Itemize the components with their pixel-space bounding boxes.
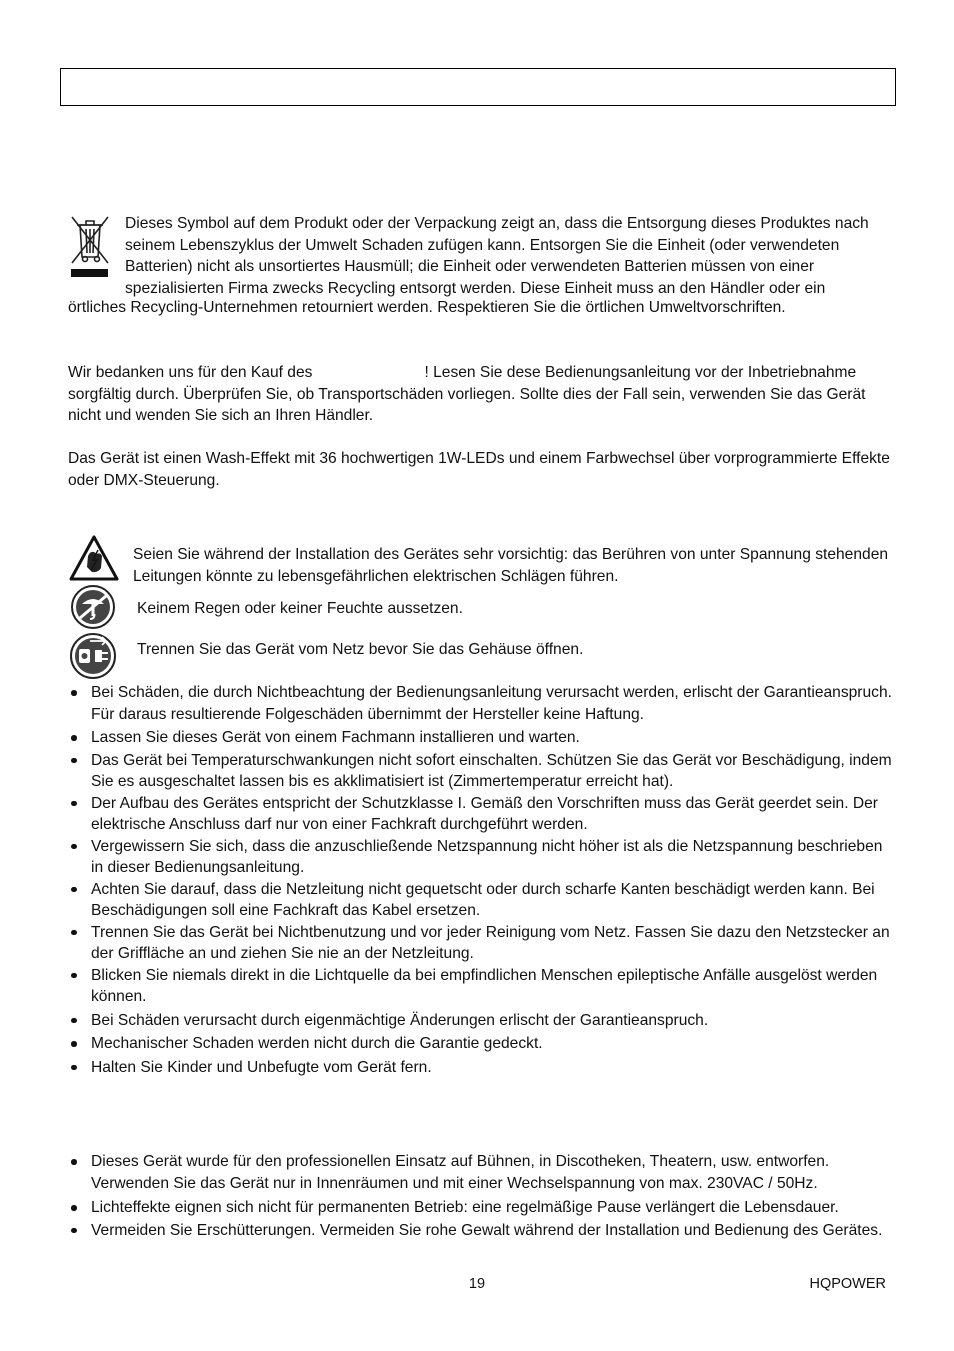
intro-thanks <box>68 362 890 427</box>
list-item: Der Aufbau des Gerätes entspricht der Schutzklasse I. Gemäß den Vorschriften muss das Gerät geerdet sein. Der elektrische Anschluss darf nur von einer Fachkraft durchgeführt werden. <box>68 793 898 836</box>
safety-bullet-list <box>68 682 898 1078</box>
intro-thanks-rest: ! Lesen Sie dese Bedienungsanleitung vor der Inbetriebnahme sorgfältig durch. Überprüfen Sie, ob Transportschäden vorliegen. Sollte dies der Fall sein, verwenden Sie das Gerät nicht und wenden Sie sich an Ihren Händler. <box>68 364 866 424</box>
list-item: Mechanischer Schaden werden nicht durch die Garantie gedeckt. <box>68 1033 898 1055</box>
disconnect-power-icon <box>68 632 118 680</box>
list-item: Achten Sie darauf, dass die Netzleitung nicht gequetscht oder durch scharfe Kanten beschädigt werden kann. Bei Beschädigungen soll eine Fachkraft das Kabel ersetzen. <box>68 879 898 922</box>
footer-brand: HQPOWER <box>809 1276 886 1292</box>
warning-text-rain: Keinem Regen oder keiner Feuchte aussetzen. <box>137 600 463 617</box>
disposal-text: Dieses Symbol auf dem Produkt oder der Verpackung zeigt an, dass die Entsorgung dieses Produktes nach seinem Lebenszyklus der Umwelt Schaden zufügen kann. Entsorgen Sie die Einheit (oder verwendeten Batterien) nicht als unsortiertes Hausmüll; die Einheit oder verwendeten Batterien müssen von einer spezialisierten Firma zwecks Recycling entsorgt werden. Diese Einheit muss an den Händler oder ein <box>125 215 869 297</box>
disposal-text-last: örtliches Recycling-Unternehmen retourniert werden. Respektieren Sie die örtlichen Umweltvorschriften. <box>68 299 786 316</box>
list-item: Das Gerät bei Temperaturschwankungen nicht sofort einschalten. Schützen Sie das Gerät vor Beschädigung, indem Sie es ausgeschaltet lassen bis es akklimatisiert ist (Zimmertemperatur erreicht hat). <box>68 750 898 793</box>
list-item: Halten Sie Kinder und Unbefugte vom Gerät fern. <box>68 1057 898 1079</box>
list-item: Lassen Sie dieses Gerät von einem Fachmann installieren und warten. <box>68 727 898 749</box>
list-item: Bei Schäden verursacht durch eigenmächtige Änderungen erlischt der Garantieanspruch. <box>68 1010 898 1032</box>
intro-thanks-start: Wir bedanken uns für den Kauf des <box>68 364 313 381</box>
list-item: Bei Schäden, die durch Nichtbeachtung der Bedienungsanleitung verursacht werden, erlischt der Garantieanspruch. Für daraus resultierende Folgeschäden übernimmt der Hersteller keine Haftung. <box>68 682 898 725</box>
electric-shock-warning-icon <box>68 534 120 582</box>
list-item: Dieses Gerät wurde für den professionellen Einsatz auf Bühnen, in Discotheken, Theatern, usw. entworfen. Verwenden Sie das Gerät nur in Innenräumen und mit einer Wechselspannung von max. 230VAC / 50Hz. <box>68 1151 898 1194</box>
intro-description: Das Gerät ist einen Wash-Effekt mit 36 hochwertigen 1W-LEDs und einem Farbwechsel über vorprogrammierte Effekte oder DMX-Steuerung. <box>68 450 890 489</box>
header-box <box>60 68 896 106</box>
warning-text-disconnect: Trennen Sie das Gerät vom Netz bevor Sie das Gehäuse öffnen. <box>137 641 584 658</box>
usage-bullet-list <box>68 1151 898 1241</box>
list-item: Lichteffekte eignen sich nicht für permanenten Betrieb: eine regelmäßige Pause verlängert die Lebensdauer. <box>68 1197 898 1219</box>
list-item: Vermeiden Sie Erschütterungen. Vermeiden Sie rohe Gewalt während der Installation und Bedienung des Gerätes. <box>68 1220 898 1242</box>
crossed-bin-icon <box>68 213 110 279</box>
list-item: Blicken Sie niemals direkt in die Lichtquelle da bei empfindlichen Menschen epileptische Anfälle ausgelöst werden können. <box>68 965 898 1008</box>
no-rain-icon <box>68 584 118 630</box>
warning-text-shock: Seien Sie während der Installation des Gerätes sehr vorsichtig: das Berühren von unter Spannung stehenden Leitungen könnte zu lebensgefährlichen elektrischen Schlägen führen. <box>133 546 889 585</box>
page-number: 19 <box>468 1276 486 1292</box>
list-item: Vergewissern Sie sich, dass die anzuschließende Netzspannung nicht höher ist als die Netzspannung beschrieben in dieser Bedienungsanleitung. <box>68 836 898 879</box>
list-item: Trennen Sie das Gerät bei Nichtbenutzung und vor jeder Reinigung vom Netz. Fassen Sie dazu den Netzstecker an der Griffläche an und ziehen Sie nie an der Netzleitung. <box>68 922 898 965</box>
